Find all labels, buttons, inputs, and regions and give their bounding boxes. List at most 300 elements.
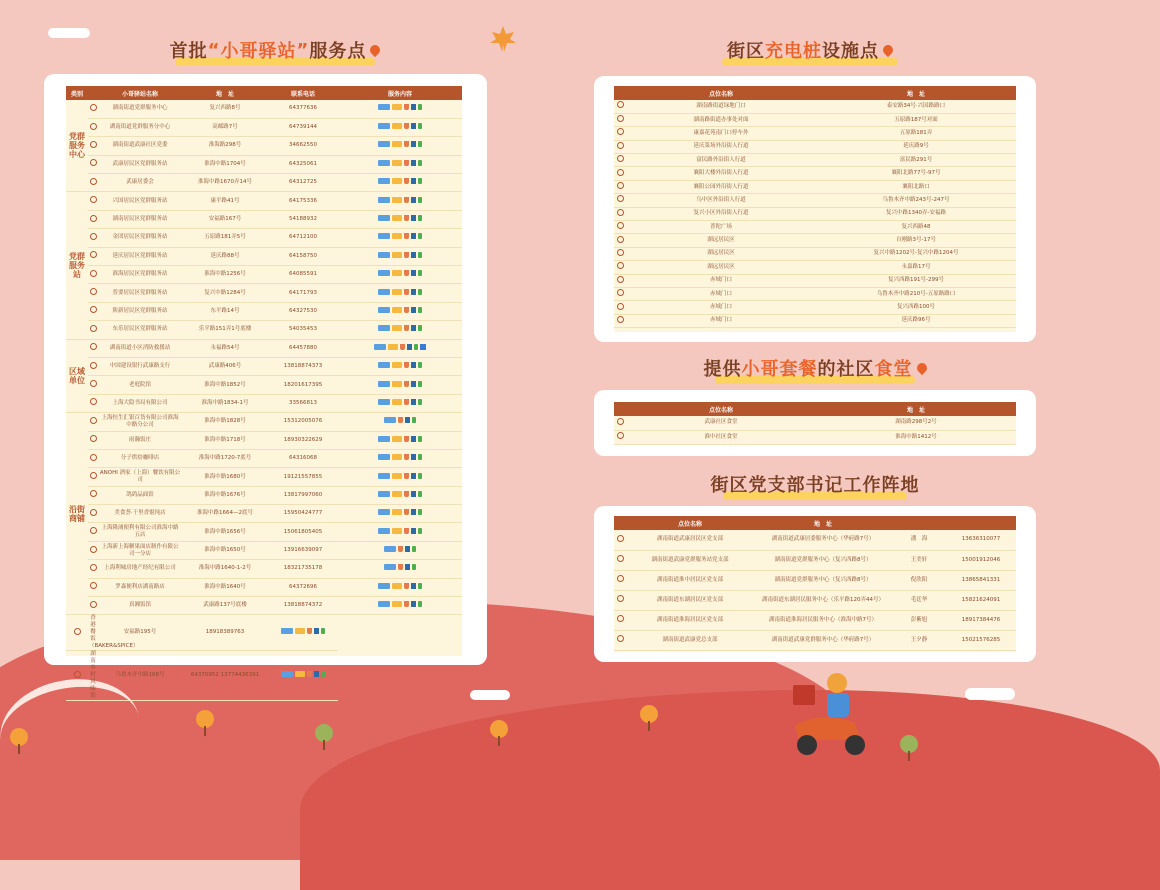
charging-battery-icon xyxy=(392,436,402,442)
water-cup-icon xyxy=(404,491,409,497)
bullet-icon xyxy=(617,262,624,269)
autumn-tree-icon xyxy=(196,710,214,728)
table-row xyxy=(614,180,1016,193)
phone-charge-icon xyxy=(418,399,422,405)
party-tel: 13636310077 xyxy=(946,530,1016,550)
table-row xyxy=(614,221,1016,234)
water-cup-icon xyxy=(404,160,409,166)
service-icons xyxy=(338,468,462,486)
trash-bin-icon xyxy=(411,436,416,442)
service-icons xyxy=(338,266,462,284)
charging-battery-icon xyxy=(392,509,402,515)
bullet-icon xyxy=(90,398,97,405)
charging-battery-icon xyxy=(392,178,402,184)
charging-battery-icon xyxy=(392,362,402,368)
water-cup-icon xyxy=(404,399,409,405)
bullet-icon xyxy=(90,196,97,203)
air-conditioner-icon xyxy=(374,344,386,350)
station-name: 兴国居民区党群服务站 xyxy=(98,192,182,210)
charging-addr: 延庆路9号 xyxy=(816,140,1016,153)
charging-battery-icon xyxy=(392,601,402,607)
bullet-icon xyxy=(617,236,624,243)
station-name: 上海大隐书局有限公司 xyxy=(98,394,182,412)
table-row xyxy=(614,274,1016,287)
charging-battery-icon xyxy=(392,104,402,110)
charging-name: 湖远居民区 xyxy=(626,261,816,274)
bullet-icon xyxy=(90,141,97,148)
air-conditioner-icon xyxy=(378,160,390,166)
table-row xyxy=(614,314,1016,327)
station-address: 淮海中路1680号 xyxy=(182,468,268,486)
bullet-icon xyxy=(90,215,97,222)
bullet-icon xyxy=(90,564,97,571)
trash-bin-icon xyxy=(314,671,319,677)
trash-bin-icon xyxy=(407,344,412,350)
table-row xyxy=(614,610,1016,630)
table-row xyxy=(66,376,462,394)
bullet-icon xyxy=(90,490,97,497)
station-phone: 64171793 xyxy=(268,284,338,302)
service-icons xyxy=(338,449,462,467)
station-address: 淮海中路1650号 xyxy=(182,541,268,559)
station-name: 老庭院馆 xyxy=(98,376,182,394)
service-icons xyxy=(338,597,462,615)
trash-bin-icon xyxy=(411,362,416,368)
water-cup-icon xyxy=(404,123,409,129)
trash-bin-icon xyxy=(411,509,416,515)
party-title: 街区党支部书记工作阵地 xyxy=(700,470,930,498)
water-cup-icon xyxy=(404,381,409,387)
phone-charge-icon xyxy=(418,583,422,589)
table-row xyxy=(614,247,1016,260)
station-address: 复兴西路8号 xyxy=(182,100,268,118)
col-name: 小哥驿站名称 xyxy=(98,86,182,100)
charging-addr: 复兴西路100号 xyxy=(816,301,1016,314)
station-name: 上海隆浦便利有限公司淮海中路五店 xyxy=(98,523,182,541)
bullet-icon xyxy=(90,178,97,185)
water-cup-icon xyxy=(404,583,409,589)
party-person: 潘 海 xyxy=(892,530,946,550)
station-name: 金团居民区党群服务站 xyxy=(98,229,182,247)
station-address: 淮海中路1640-1-2号 xyxy=(182,560,268,578)
service-icons xyxy=(338,523,462,541)
station-address: 乌鲁木齐中路168号 xyxy=(98,651,182,701)
charging-addr: 泰安路34号·兴国路路口 xyxy=(816,100,1016,113)
table-row xyxy=(66,321,462,339)
charging-battery-icon xyxy=(392,289,402,295)
water-cup-icon xyxy=(404,473,409,479)
trash-bin-icon xyxy=(411,289,416,295)
water-cup-icon xyxy=(307,671,312,677)
bullet-icon xyxy=(90,306,97,313)
bullet-icon xyxy=(617,418,624,425)
phone-charge-icon xyxy=(418,215,422,221)
table-row xyxy=(614,154,1016,167)
phone-charge-icon xyxy=(418,381,422,387)
canteen-title: 提供 小哥套餐 的社区 食堂 xyxy=(690,354,940,382)
station-name: 普要居民区党群服务站 xyxy=(98,284,182,302)
station-address: 淮海中路1256号 xyxy=(182,266,268,284)
water-cup-icon xyxy=(398,564,403,570)
air-conditioner-icon xyxy=(378,252,390,258)
charging-name: 襄阳大楼外沿街人行道 xyxy=(626,167,816,180)
table-row xyxy=(66,339,462,357)
station-address: 安福路195号 xyxy=(98,615,182,651)
bullet-icon xyxy=(617,276,624,283)
party-name: 湖南街道东湖居民区党支部 xyxy=(626,590,754,610)
col-point-name: 点位名称 xyxy=(626,516,754,530)
autumn-tree-icon xyxy=(490,720,508,738)
air-conditioner-icon xyxy=(378,381,390,387)
phone-charge-icon xyxy=(418,491,422,497)
charging-addr: 延庆路96号 xyxy=(816,314,1016,327)
trash-bin-icon xyxy=(411,399,416,405)
station-phone: 54188932 xyxy=(268,210,338,228)
phone-charge-icon xyxy=(418,141,422,147)
water-cup-icon xyxy=(404,601,409,607)
table-row xyxy=(66,431,462,449)
trash-bin-icon xyxy=(411,454,416,460)
canteen-table xyxy=(614,402,1016,445)
table-row xyxy=(66,449,462,467)
bullet-icon xyxy=(90,546,97,553)
station-name: 中国建设银行武康路支行 xyxy=(98,357,182,375)
station-name: 武康居民区党群服务站 xyxy=(98,155,182,173)
air-conditioner-icon xyxy=(378,601,390,607)
stations-card xyxy=(44,74,487,700)
station-phone: 64325061 xyxy=(268,155,338,173)
charging-card xyxy=(594,76,1036,342)
charging-addr: 自刚路3号-17号 xyxy=(816,234,1016,247)
charging-name: 襄阳公园外沿街人行道 xyxy=(626,180,816,193)
table-row xyxy=(66,302,462,320)
station-address: 淮海中路1720-7底号 xyxy=(182,449,268,467)
bullet-icon xyxy=(90,472,97,479)
station-name: 湖南街道党群服务分中心 xyxy=(98,118,182,136)
trash-bin-icon xyxy=(411,233,416,239)
water-cup-icon xyxy=(404,528,409,534)
service-icons xyxy=(338,339,462,357)
water-cup-icon xyxy=(404,252,409,258)
air-conditioner-icon xyxy=(378,307,390,313)
bullet-icon xyxy=(617,195,624,202)
trash-bin-icon xyxy=(411,270,416,276)
station-address: 淮海中路1834-1号 xyxy=(182,394,268,412)
col-address: 地 址 xyxy=(816,402,1016,416)
charging-title: 街区 充电桩 设施点 xyxy=(700,36,920,64)
water-cup-icon xyxy=(404,233,409,239)
station-address: 东平路14号 xyxy=(182,302,268,320)
station-name: 湖南街道武康社区党委 xyxy=(98,137,182,155)
cloud xyxy=(470,690,510,700)
party-addr: 湖南街道党群服务中心（复兴西路8号） xyxy=(754,550,892,570)
table-row xyxy=(66,578,462,596)
station-phone: 33566813 xyxy=(268,394,338,412)
bullet-icon xyxy=(617,128,624,135)
party-name: 湖南街道武康居民区党支部 xyxy=(626,530,754,550)
charging-battery-icon xyxy=(392,325,402,331)
table-row xyxy=(614,113,1016,126)
table-row xyxy=(614,207,1016,220)
repair-tool-icon xyxy=(420,344,426,350)
water-cup-icon xyxy=(404,215,409,221)
table-row xyxy=(66,155,462,173)
service-icons xyxy=(338,174,462,192)
charging-addr: 永嘉路17号 xyxy=(816,261,1016,274)
trash-bin-icon xyxy=(411,104,416,110)
charging-addr: 复兴中路1202号-复兴中路1204号 xyxy=(816,247,1016,260)
trash-bin-icon xyxy=(411,528,416,534)
table-row xyxy=(614,287,1016,300)
bullet-icon xyxy=(617,169,624,176)
charging-battery-icon xyxy=(295,671,305,677)
bullet-icon xyxy=(617,101,624,108)
trash-bin-icon xyxy=(411,197,416,203)
phone-charge-icon xyxy=(418,289,422,295)
party-person: 彭紫旭 xyxy=(892,610,946,630)
category-label: 沿街商铺 xyxy=(66,413,88,615)
station-name: 美食荟·干里香馄饨店 xyxy=(98,505,182,523)
air-conditioner-icon xyxy=(384,546,396,552)
bullet-icon xyxy=(617,303,624,310)
bullet-icon xyxy=(617,316,624,323)
canteen-addr: 淮海中路1412号 xyxy=(816,430,1016,444)
canteen-name: 武康社区食堂 xyxy=(626,416,816,430)
bullet-icon xyxy=(90,454,97,461)
table-row xyxy=(614,530,1016,550)
bullet-icon xyxy=(617,209,624,216)
trash-bin-icon xyxy=(411,473,416,479)
bullet-icon xyxy=(90,417,97,424)
charging-battery-icon xyxy=(295,628,305,634)
station-phone: 13818874373 xyxy=(268,357,338,375)
water-cup-icon xyxy=(404,270,409,276)
station-name: 鸽鸽品面馆 xyxy=(98,486,182,504)
bullet-icon xyxy=(617,575,624,582)
bullet-icon xyxy=(90,582,97,589)
party-tel: 13865841331 xyxy=(946,570,1016,590)
col-address: 地 址 xyxy=(182,86,268,100)
table-row xyxy=(66,523,462,541)
party-name: 湖南街道淮中居民区党支部 xyxy=(626,570,754,590)
phone-charge-icon xyxy=(412,417,416,423)
autumn-tree-icon xyxy=(10,728,28,746)
table-row xyxy=(66,541,462,559)
service-icons xyxy=(338,541,462,559)
table-row xyxy=(66,137,462,155)
charging-battery-icon xyxy=(392,381,402,387)
bullet-icon xyxy=(90,601,97,608)
station-address: 淮海中路1828号 xyxy=(182,413,268,431)
station-phone: 18201617395 xyxy=(268,376,338,394)
water-cup-icon xyxy=(400,344,405,350)
phone-charge-icon xyxy=(418,454,422,460)
party-tel: 15821624091 xyxy=(946,590,1016,610)
phone-charge-icon xyxy=(418,509,422,515)
table-row xyxy=(66,413,462,431)
trash-bin-icon xyxy=(314,628,319,634)
station-name: 湖南居民区党群服务站 xyxy=(98,210,182,228)
canteen-name: 淮中社区食堂 xyxy=(626,430,816,444)
station-phone: 64712100 xyxy=(268,229,338,247)
station-address: 淮海中路1656号 xyxy=(182,523,268,541)
trash-bin-icon xyxy=(411,141,416,147)
charging-addr: 五原路181弄 xyxy=(816,127,1016,140)
cloud xyxy=(965,688,1015,700)
bullet-icon xyxy=(617,555,624,562)
air-conditioner-icon xyxy=(378,141,390,147)
service-icons xyxy=(338,302,462,320)
stations-table xyxy=(66,86,462,701)
air-conditioner-icon xyxy=(378,215,390,221)
charging-battery-icon xyxy=(388,344,398,350)
table-row xyxy=(66,468,462,486)
charging-battery-icon xyxy=(392,454,402,460)
charging-battery-icon xyxy=(392,399,402,405)
party-person: 王美轩 xyxy=(892,550,946,570)
charging-battery-icon xyxy=(392,583,402,589)
service-icons xyxy=(338,578,462,596)
trash-bin-icon xyxy=(411,307,416,313)
maple-leaf-icon xyxy=(488,24,518,54)
bullet-icon xyxy=(617,142,624,149)
station-address: 安福路167号 xyxy=(182,210,268,228)
phone-charge-icon xyxy=(418,528,422,534)
station-name: 香港餐饭（BAKER&SPICE） xyxy=(89,615,139,650)
table-row xyxy=(614,630,1016,650)
party-card xyxy=(594,506,1036,662)
water-cup-icon xyxy=(398,546,403,552)
party-person: 王夕静 xyxy=(892,630,946,650)
charging-name: 康嘉花苑南门口停车外 xyxy=(626,127,816,140)
table-row xyxy=(614,570,1016,590)
category-label: 党群服务中心 xyxy=(66,100,88,192)
category-label: 党群服务站 xyxy=(66,192,88,339)
station-name: 真湘饭馆 xyxy=(98,597,182,615)
station-phone: 64377636 xyxy=(268,100,338,118)
charging-name: 延庆菜场外沿街人行道 xyxy=(626,140,816,153)
bullet-icon xyxy=(90,270,97,277)
service-icons xyxy=(338,210,462,228)
charging-battery-icon xyxy=(392,491,402,497)
bullet-icon xyxy=(617,222,624,229)
service-icons xyxy=(268,651,338,701)
phone-charge-icon xyxy=(321,628,325,634)
charging-name: 复兴小区外沿街人行道 xyxy=(626,207,816,220)
table-row xyxy=(614,100,1016,113)
category-label: 区域单位 xyxy=(66,339,88,413)
station-address: 永福路54号 xyxy=(182,339,268,357)
bullet-icon xyxy=(617,535,624,542)
col-phone: 联系电话 xyxy=(268,86,338,100)
phone-charge-icon xyxy=(418,307,422,313)
station-phone: 18930322629 xyxy=(268,431,338,449)
air-conditioner-icon xyxy=(378,197,390,203)
water-cup-icon xyxy=(404,325,409,331)
charging-addr: 复兴西路191号-299号 xyxy=(816,274,1016,287)
table-row xyxy=(614,261,1016,274)
station-phone: 64457880 xyxy=(268,339,338,357)
station-address: 武康路137号底楼 xyxy=(182,597,268,615)
table-row xyxy=(66,615,462,651)
bullet-icon xyxy=(617,182,624,189)
air-conditioner-icon xyxy=(378,491,390,497)
cloud xyxy=(48,28,90,38)
party-name: 湖南街道武康党群服务站党支部 xyxy=(626,550,754,570)
service-icons xyxy=(338,376,462,394)
water-cup-icon xyxy=(404,141,409,147)
table-row xyxy=(66,174,462,192)
water-cup-icon xyxy=(404,104,409,110)
service-icons xyxy=(338,321,462,339)
air-conditioner-icon xyxy=(378,436,390,442)
station-address: 淮海路298号 xyxy=(182,137,268,155)
phone-charge-icon xyxy=(418,601,422,607)
table-row xyxy=(66,229,462,247)
station-phone: 64312725 xyxy=(268,174,338,192)
water-cup-icon xyxy=(307,628,312,634)
air-conditioner-icon xyxy=(378,528,390,534)
table-row xyxy=(66,560,462,578)
phone-charge-icon xyxy=(418,233,422,239)
station-address: 康平路41号 xyxy=(182,192,268,210)
station-phone: 64085591 xyxy=(268,266,338,284)
station-name: 湖南街道小区消防救援站 xyxy=(98,339,182,357)
bullet-icon xyxy=(74,671,81,678)
bullet-icon xyxy=(617,155,624,162)
bullet-icon xyxy=(90,104,97,111)
station-name: 分子烘焙咖啡店 xyxy=(98,449,182,467)
charging-name: 赤域门口 xyxy=(626,314,816,327)
phone-charge-icon xyxy=(418,252,422,258)
phone-charge-icon xyxy=(418,104,422,110)
charging-battery-icon xyxy=(392,233,402,239)
charging-name: 湖远居民区 xyxy=(626,234,816,247)
table-row xyxy=(66,247,462,265)
charging-addr: 复兴中路1340弄-安福路 xyxy=(816,207,1016,220)
bullet-icon xyxy=(90,325,97,332)
bullet-icon xyxy=(90,509,97,516)
charging-battery-icon xyxy=(392,528,402,534)
party-table xyxy=(614,516,1016,651)
charging-name: 湖远居民区 xyxy=(626,247,816,260)
service-icons xyxy=(338,394,462,412)
water-cup-icon xyxy=(404,436,409,442)
charging-addr: 复兴西路48 xyxy=(816,221,1016,234)
charging-name: 富民路外沿街人行道 xyxy=(626,154,816,167)
charging-name: 普陀广场 xyxy=(626,221,816,234)
party-addr: 湖南街道淮海居民服务中心（淮海中路7号） xyxy=(754,610,892,630)
service-icons xyxy=(338,155,462,173)
service-icons xyxy=(338,357,462,375)
service-icons xyxy=(338,505,462,523)
water-cup-icon xyxy=(404,197,409,203)
charging-battery-icon xyxy=(392,197,402,203)
water-cup-icon xyxy=(404,178,409,184)
trash-bin-icon xyxy=(411,252,416,258)
table-row xyxy=(614,234,1016,247)
air-conditioner-icon xyxy=(378,270,390,276)
service-icons xyxy=(338,486,462,504)
charging-name: 赤域门口 xyxy=(626,287,816,300)
station-address: 延庆路88号 xyxy=(182,247,268,265)
bullet-icon xyxy=(617,432,624,439)
trash-bin-icon xyxy=(411,381,416,387)
bullet-icon xyxy=(90,251,97,258)
station-name: 陕新居民区党群服务站 xyxy=(98,302,182,320)
air-conditioner-icon xyxy=(378,583,390,589)
station-address: 淮海中路1718号 xyxy=(182,431,268,449)
